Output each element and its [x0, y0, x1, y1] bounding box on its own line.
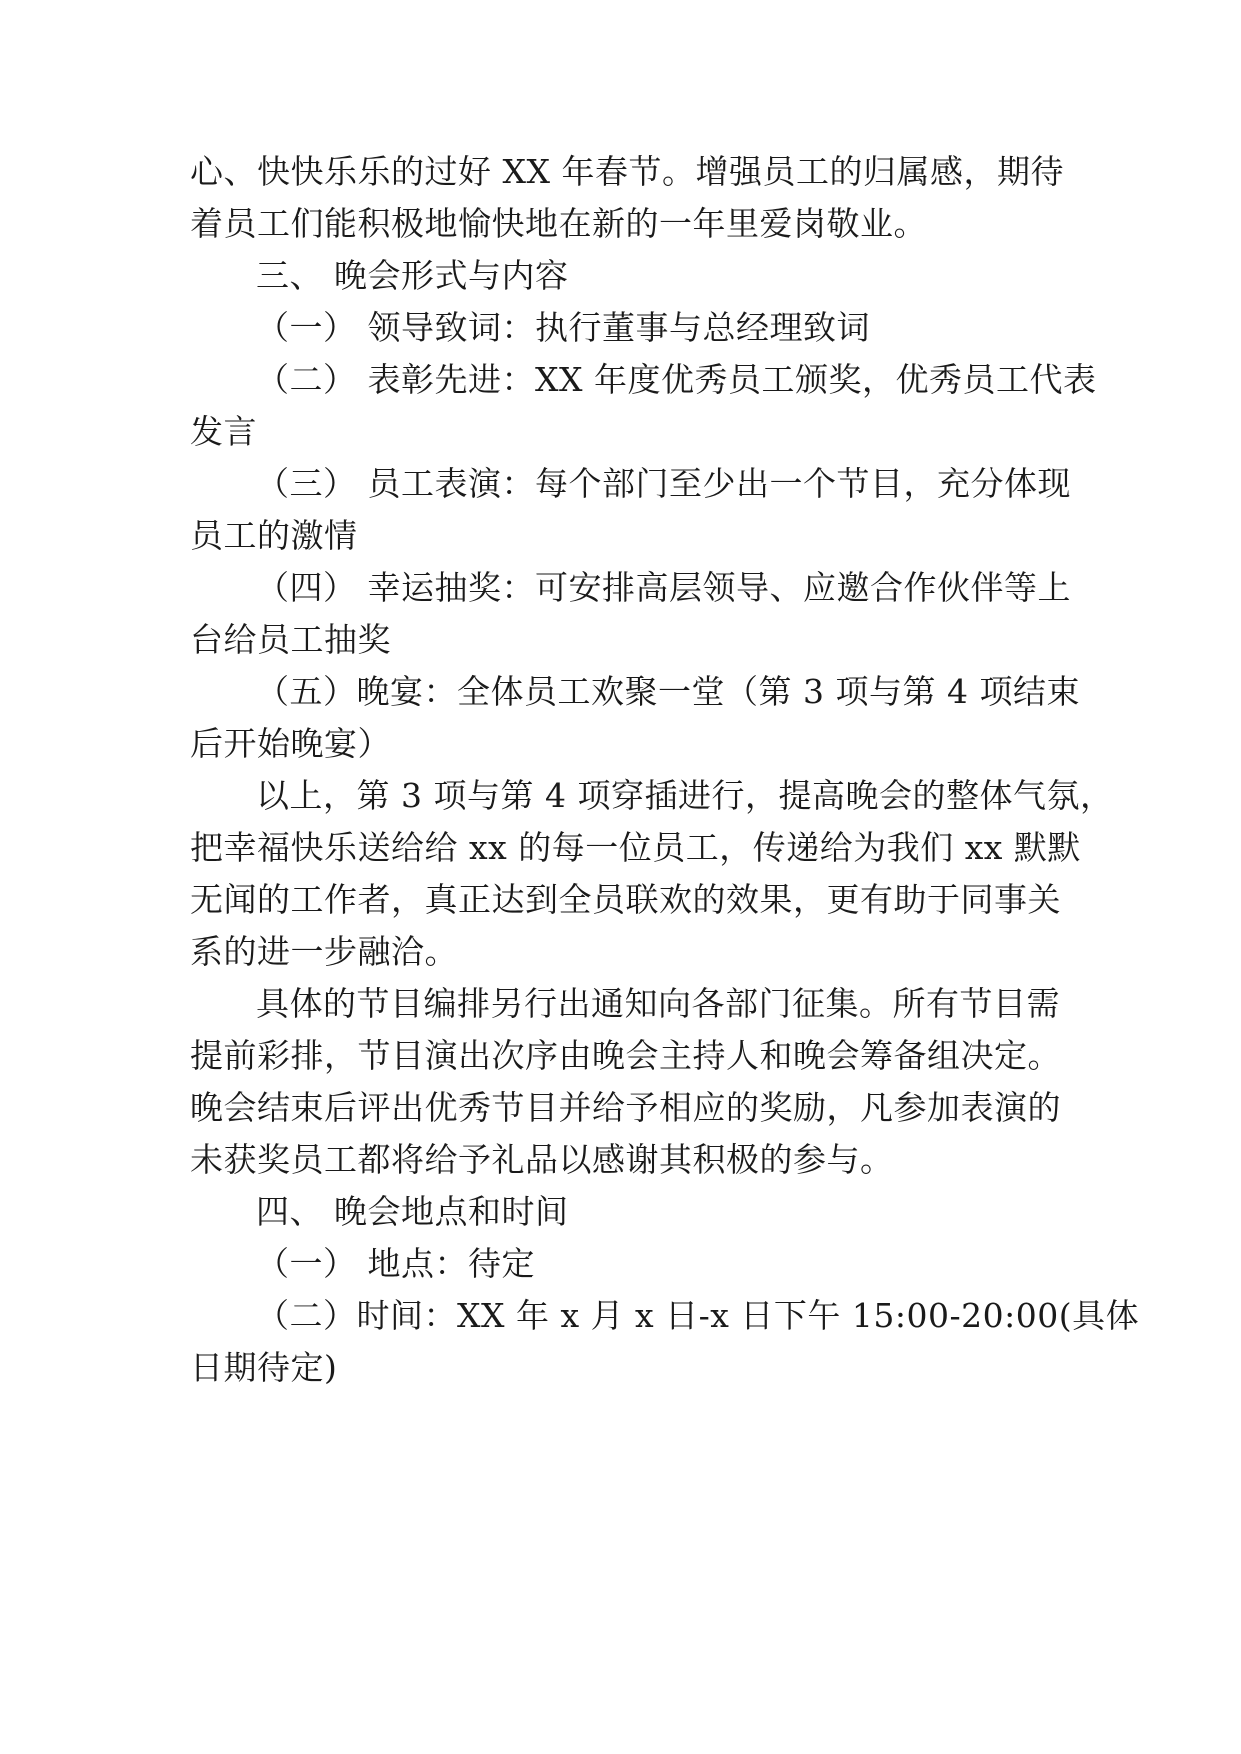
- paragraph-line: 着员工们能积极地愉快地在新的一年里爱岗敬业。: [190, 204, 927, 243]
- paragraph-line: 提前彩排，节目演出次序由晚会主持人和晚会筹备组决定。: [190, 1036, 1061, 1075]
- list-item: （三） 员工表演：每个部门至少出一个节目，充分体现: [256, 464, 1071, 503]
- paragraph-line: 心、快快乐乐的过好 XX 年春节。增强员工的归属感，期待: [190, 152, 1064, 191]
- list-item-continuation: 日期待定): [190, 1348, 338, 1387]
- list-item: （四） 幸运抽奖：可安排高层领导、应邀合作伙伴等上: [256, 568, 1071, 607]
- section-heading: 三、 晚会形式与内容: [256, 256, 569, 295]
- list-item: （五）晚宴：全体员工欢聚一堂（第 3 项与第 4 项结束: [256, 672, 1080, 711]
- list-item-continuation: 台给员工抽奖: [190, 620, 391, 659]
- list-item-continuation: 发言: [190, 412, 257, 451]
- paragraph-line: 晚会结束后评出优秀节目并给予相应的奖励，凡参加表演的: [190, 1088, 1061, 1127]
- list-item: （一） 地点：待定: [256, 1244, 535, 1283]
- list-item: （二）时间：XX 年 x 月 x 日-x 日下午 15:00-20:00(具体: [256, 1296, 1140, 1335]
- list-item-continuation: 员工的激情: [190, 516, 358, 555]
- list-item-continuation: 后开始晚宴）: [190, 724, 391, 763]
- paragraph-line: 把幸福快乐送给给 xx 的每一位员工，传递给为我们 xx 默默: [190, 828, 1081, 867]
- paragraph-line: 具体的节目编排另行出通知向各部门征集。所有节目需: [256, 984, 1060, 1023]
- list-item: （一） 领导致词：执行董事与总经理致词: [256, 308, 870, 347]
- paragraph-line: 系的进一步融洽。: [190, 932, 458, 971]
- paragraph-line: 无闻的工作者，真正达到全员联欢的效果，更有助于同事关: [190, 880, 1061, 919]
- paragraph-line: 未获奖员工都将给予礼品以感谢其积极的参与。: [190, 1140, 894, 1179]
- paragraph-line: 以上，第 3 项与第 4 项穿插进行，提高晚会的整体气氛，: [256, 776, 1114, 815]
- list-item: （二） 表彰先进：XX 年度优秀员工颁奖，优秀员工代表: [256, 360, 1097, 399]
- section-heading: 四、 晚会地点和时间: [256, 1192, 569, 1231]
